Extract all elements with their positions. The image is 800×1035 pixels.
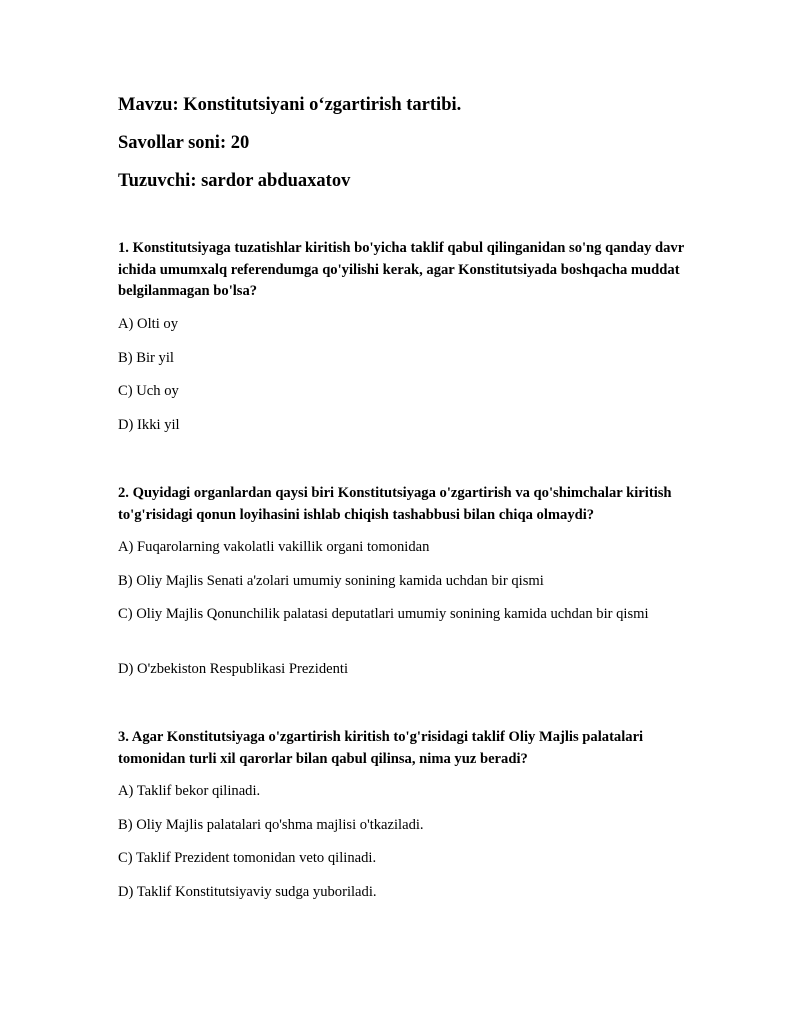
question-3-option-c: C) Taklif Prezident tomonidan veto qilinadi. <box>118 850 377 866</box>
question-2-option-d: D) O'zbekiston Respublikasi Prezidenti <box>118 661 349 677</box>
question-count-heading: Savollar soni: 20 <box>118 133 250 153</box>
question-2-option-c: C) Oliy Majlis Qonunchilik palatasi deputatlari umumiy sonining kamida uchdan bir qismi <box>118 606 649 622</box>
question-1: 1. Konstitutsiyaga tuzatishlar kiritish bo'yicha taklif qabul qilinganidan so'ng qanday davr ichida umumxalq referendumga qo'yilishi kerak, agar Konstitutsiyada boshqacha muddat belgilanmagan bo'lsa? <box>118 240 684 299</box>
question-3-option-d: D) Taklif Konstitutsiyaviy sudga yuboriladi. <box>118 884 377 900</box>
question-1-option-b: B) Bir yil <box>118 350 174 366</box>
question-1-option-a: A) Olti oy <box>118 316 178 332</box>
question-3-option-a: A) Taklif bekor qilinadi. <box>118 783 261 799</box>
question-2-option-a: A) Fuqarolarning vakolatli vakillik organi tomonidan <box>118 539 430 555</box>
question-1-option-d: D) Ikki yil <box>118 417 180 433</box>
author-heading: Tuzuvchi: sardor abduaxatov <box>118 171 351 191</box>
topic-heading: Mavzu: Konstitutsiyani o‘zgartirish tartibi. <box>118 95 462 115</box>
question-1-option-c: C) Uch oy <box>118 383 179 399</box>
question-2-option-b: B) Oliy Majlis Senati a'zolari umumiy sonining kamida uchdan bir qismi <box>118 573 544 589</box>
question-3-option-b: B) Oliy Majlis palatalari qo'shma majlisi o'tkaziladi. <box>118 817 424 833</box>
question-3: 3. Agar Konstitutsiyaga o'zgartirish kiritish to'g'risidagi taklif Oliy Majlis palatalari tomonidan turli xil qarorlar bilan qabul qilinsa, nima yuz beradi? <box>118 729 644 767</box>
question-2: 2. Quyidagi organlardan qaysi biri Konstitutsiyaga o'zgartirish va qo'shimchalar kiritish to'g'risidagi qonun loyihasini ishlab chiqish tashabbusi bilan chiqa olmaydi? <box>118 485 672 523</box>
